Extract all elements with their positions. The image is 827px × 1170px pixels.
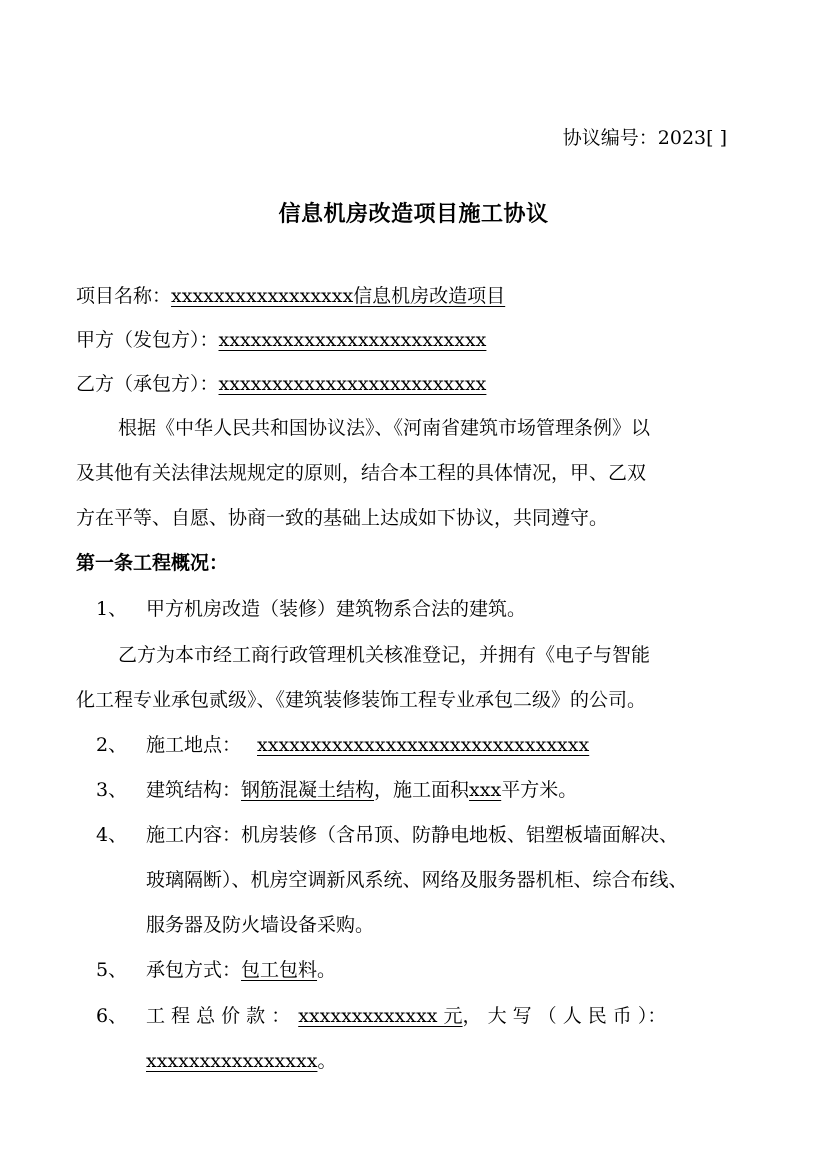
party-b-line <box>76 370 486 398</box>
party-b-value: xxxxxxxxxxxxxxxxxxxxxxxxx <box>218 373 487 395</box>
party-a-line <box>76 326 486 354</box>
construction-site-value: xxxxxxxxxxxxxxxxxxxxxxxxxxxxxxx <box>257 734 590 756</box>
article-1-heading: 第一条工程概况： <box>76 552 229 574</box>
item-1 <box>96 595 526 623</box>
item-3-end: 平方米。 <box>501 779 578 801</box>
item-3-number: 3、 <box>96 779 128 801</box>
party-b-label: 乙方（承包方）： <box>76 373 219 395</box>
item-4-line-1: 施工内容：机房装修（含吊顶、防静电地板、铝塑板墙面解决、 <box>146 824 679 846</box>
item-5-label: 承包方式： <box>146 959 242 981</box>
item-2 <box>96 731 589 759</box>
item-3-mid: ，施工面积 <box>374 779 470 801</box>
item-4-line-3: 服务器及防火墙设备采购。 <box>146 914 375 936</box>
item-4-line-2: 玻璃隔断）、机房空调新风系统、网络及服务器机柜、综合布线、 <box>146 869 688 891</box>
item-6-line-2 <box>146 1047 336 1075</box>
item-5-number: 5、 <box>96 959 128 981</box>
item-1-number: 1、 <box>96 598 128 620</box>
item-6 <box>96 1002 666 1030</box>
item-6-number: 6、 <box>96 1005 128 1027</box>
item-3 <box>96 776 577 804</box>
project-name-label: 项目名称： <box>76 285 172 307</box>
contractor-para-line-1: 乙方为本市经工商行政管理机关核准登记，并拥有《电子与智能 <box>118 644 651 666</box>
document-title: 信息机房改造项目施工协议 <box>278 201 549 227</box>
area-value: xxx <box>469 779 502 801</box>
item-5 <box>96 956 336 984</box>
intro-line-2: 及其他有关法律法规规定的原则，结合本工程的具体情况，甲、乙双 <box>76 462 647 484</box>
item-1-text: 甲方机房改造（装修）建筑物系合法的建筑。 <box>146 598 527 620</box>
total-price-words-value: xxxxxxxxxxxxxxxx <box>146 1050 318 1072</box>
agreement-number: 协议编号：2023[ ] <box>562 127 727 149</box>
item-2-number: 2、 <box>96 734 128 756</box>
project-name-line <box>76 282 505 310</box>
item-4-number: 4、 <box>96 824 128 846</box>
contract-mode-value: 包工包料 <box>241 959 318 981</box>
item-4 <box>96 821 678 849</box>
total-price-value: xxxxxxxxxxxxx 元 <box>298 1005 463 1027</box>
item-3-label: 建筑结构： <box>146 779 242 801</box>
intro-line-3: 方在平等、自愿、协商一致的基础上达成如下协议，共同遵守。 <box>76 507 609 529</box>
intro-line-1: 根据《中华人民共和国协议法》、《河南省建筑市场管理条例》以 <box>118 417 651 439</box>
item-6-end: 。 <box>317 1050 337 1072</box>
item-6-label: 工 程 总 价 款 ： <box>146 1005 291 1027</box>
party-a-value: xxxxxxxxxxxxxxxxxxxxxxxxx <box>218 329 487 351</box>
contractor-para-line-2: 化工程专业承包贰级》、《建筑装修装饰工程专业承包二级》的公司。 <box>76 689 647 711</box>
structure-value: 钢筋混凝土结构 <box>241 779 375 801</box>
item-5-end: 。 <box>317 959 337 981</box>
item-2-label: 施工地点： <box>146 734 242 756</box>
item-6-mid: ， 大 写 （ 人 民 币 ）： <box>462 1005 667 1027</box>
project-name-value: xxxxxxxxxxxxxxxxx信息机房改造项目 <box>171 285 506 307</box>
party-a-label: 甲方（发包方）： <box>76 329 219 351</box>
